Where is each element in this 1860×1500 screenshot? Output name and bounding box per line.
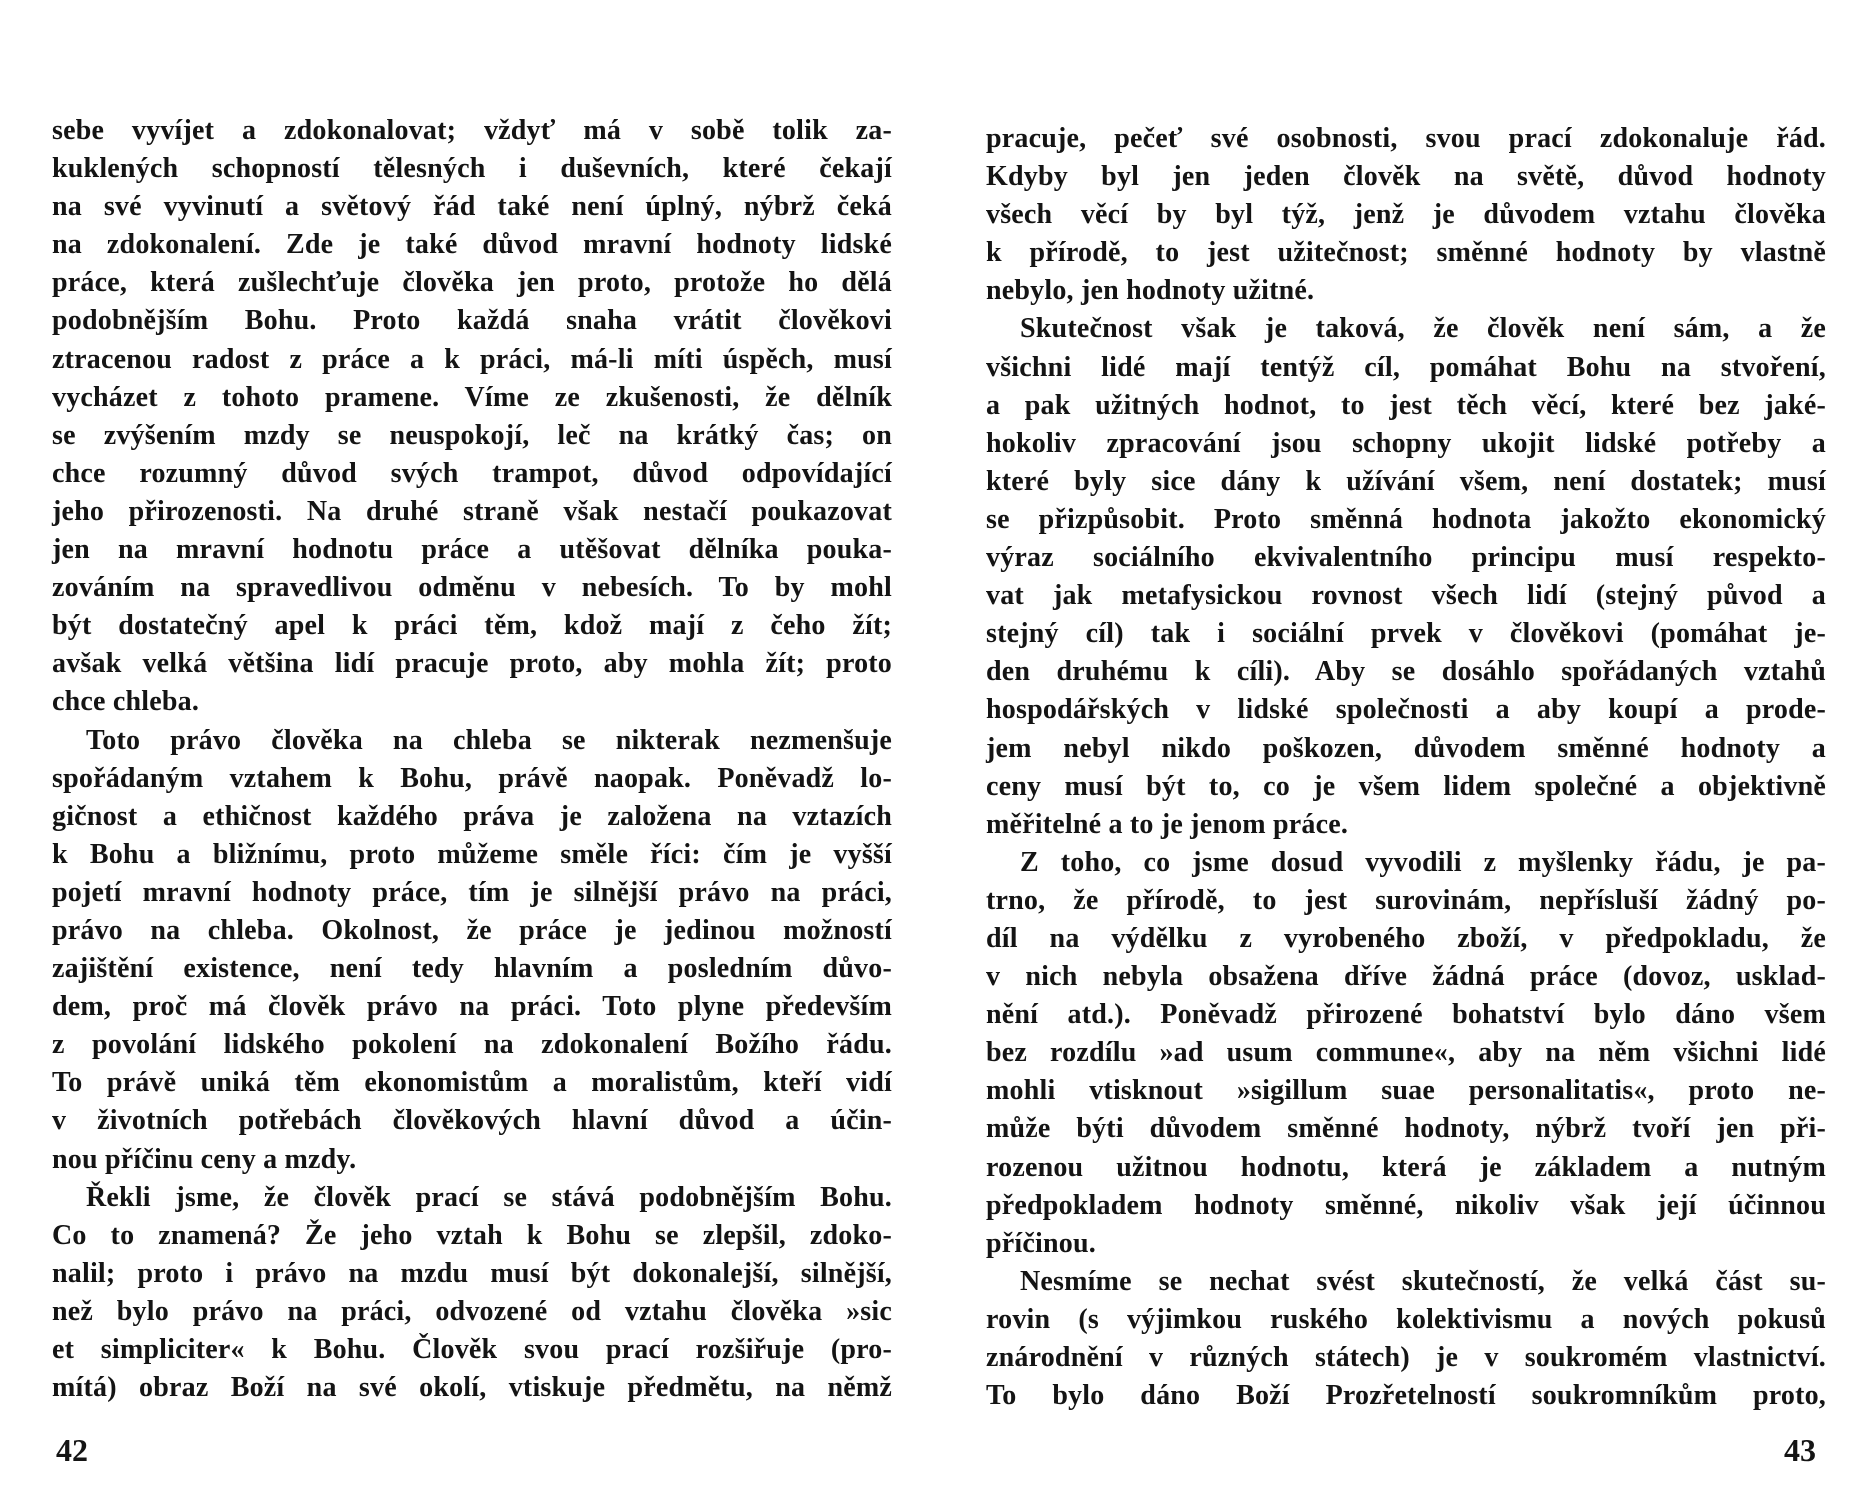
text-line: rozenou užitnou hodnotu, která je základem a nutným [986,1151,1826,1183]
text-line: na zdokonalení. Zde je také důvod mravní hodnoty lidské [52,229,892,261]
text-line: nění atd.). Poněvadž přirozené bohatství bylo dáno všem [986,999,1826,1031]
text-line: nebylo, jen hodnoty užitné. [986,275,1315,307]
text-line: dem, proč má člověk právo na práci. Toto plyne především [52,991,892,1023]
text-line: k přírodě, to jest užitečnost; směnné hodnoty by vlastně [986,237,1826,269]
text-line: na své vyvinutí a světový řád také není úplný, nýbrž čeká [52,191,892,223]
text-line: chce chleba. [52,686,200,718]
text-line: se přizpůsobit. Proto směnná hodnota jakožto ekonomický [986,503,1826,535]
text-line: v nich nebyla obsažena dříve žádná práce (dovoz, usklad- [986,961,1826,993]
paragraph-start-line: Řekli jsme, že člověk prací se stává podobnějším Bohu. [86,1181,892,1213]
text-line: ceny musí být to, co je všem lidem společné a objektivně [986,770,1826,802]
text-line: a pak užitných hodnot, to jest těch věcí, které bez jaké- [986,389,1826,421]
text-line: může býti důvodem směnné hodnoty, nýbrž tvoří jen při- [986,1113,1826,1145]
text-line: rovin (s výjimkou ruského kolektivismu a nových pokusů [986,1303,1826,1335]
text-line: avšak velká většina lidí pracuje proto, aby mohla žít; proto [52,648,892,680]
text-line: jen na mravní hodnotu práce a utěšovat dělníka pouka- [52,534,892,566]
text-line: kuklených schopností tělesných i duševních, které čekají [52,153,892,185]
text-line: hokoliv zpracování jsou schopny ukojit lidské potřeby a [986,427,1826,459]
right-page [930,0,1860,1500]
text-line: vat jak metafysickou rovnost všech lidí (stejný původ a [986,580,1826,612]
text-line: pojetí mravní hodnoty práce, tím je silnější právo na práci, [52,876,892,908]
text-line: vycházet z tohoto pramene. Víme ze zkušenosti, že dělník [52,381,892,413]
text-line: být dostatečný apel k práci těm, kdož mají z čeho žít; [52,610,892,642]
paragraph-start-line: Skutečnost však je taková, že člověk není sám, a že [1020,313,1826,345]
text-line: všichni lidé mají tentýž cíl, pomáhat Bohu na stvoření, [986,351,1826,383]
text-line: výraz sociálního ekvivalentního principu musí respekto- [986,542,1826,574]
text-line: pracuje, pečeť své osobnosti, svou prací zdokonaluje řád. [986,123,1826,154]
text-line: příčinou. [986,1227,1096,1259]
text-line: se zvýšením mzdy se neuspokojí, leč na krátký čas; on [52,419,892,451]
text-line: bez rozdílu »ad usum commune«, aby na něm všichni lidé [986,1037,1826,1069]
text-line: chce rozumný důvod svých trampot, důvod odpovídající [52,457,892,489]
text-line: nalil; proto i právo na mzdu musí být dokonalejší, silnější, [52,1257,892,1289]
text-line: mítá) obraz Boží na své okolí, vtiskuje předmětu, na němž [52,1372,892,1404]
text-line: zajištění existence, není tedy hlavním a posledním důvo- [52,953,892,985]
text-line: jeho přirozenosti. Na druhé straně však nestačí poukazovat [52,495,892,527]
text-line: hospodářských v lidské společnosti a aby koupí a prode- [986,694,1826,726]
left-page-text [52,112,892,1407]
text-line: sebe vyvíjet a zdokonalovat; vždyť má v sobě tolik za- [52,115,892,146]
text-line: které byly sice dány k užívání všem, není dostatek; musí [986,465,1826,497]
text-line: To bylo dáno Boží Prozřetelností soukromníkům proto, [986,1380,1826,1412]
text-line: podobnějším Bohu. Proto každá snaha vrátit člověkovi [52,305,892,337]
text-line: ztracenou radost z práce a k práci, má-li míti úspěch, musí [52,343,892,375]
text-line: než bylo právo na práci, odvozené od vztahu člověka »sic [52,1295,892,1327]
text-line: Kdyby byl jen jeden člověk na světě, důvod hodnoty [986,161,1826,193]
text-line: k Bohu a bližnímu, proto můžeme směle říci: čím je vyšší [52,838,892,870]
text-line: mohli vtisknout »sigillum suae personalitatis«, proto ne- [986,1075,1826,1107]
text-line: v životních potřebách člověkových hlavní důvod a účin- [52,1105,892,1137]
text-line: den druhému k cíli). Aby se dosáhlo spořádaných vztahů [986,656,1826,688]
text-line: všech věcí by byl týž, jenž je důvodem vztahu člověka [986,199,1826,231]
text-line: díl na výdělku z vyrobeného zboží, v předpokladu, že [986,922,1826,954]
text-line: To právě uniká těm ekonomistům a moralistům, kteří vidí [52,1067,892,1099]
text-line: práce, která zušlechťuje člověka jen proto, protože ho dělá [52,267,892,299]
right-page-text [986,120,1826,1415]
paragraph-start-line: Z toho, co jsme dosud vyvodili z myšlenky řádu, je pa- [1020,846,1826,878]
text-line: trno, že přírodě, to jest surovinám, nepřísluší žádný po- [986,884,1826,916]
paragraph-start-line: Toto právo člověka na chleba se nikterak nezmenšuje [86,724,892,756]
page-number: 42 [56,1432,88,1468]
text-line: jem nebyl nikdo poškozen, důvodem směnné hodnoty a [986,732,1826,764]
page-number: 43 [1784,1432,1816,1468]
text-line: znárodnění v různých státech) je v soukromém vlastnictví. [986,1342,1826,1373]
text-line: měřitelné a to je jenom práce. [986,808,1349,840]
text-line: spořádaným vztahem k Bohu, právě naopak. Poněvadž lo- [52,762,892,794]
text-line: Co to znamená? Že jeho vztah k Bohu se zlepšil, zdoko- [52,1219,892,1251]
paragraph-start-line: Nesmíme se nechat svést skutečností, že velká část su- [1020,1265,1826,1297]
text-line: zováním na spravedlivou odměnu v nebesích. To by mohl [52,572,892,604]
text-line: z povolání lidského pokolení na zdokonalení Božího řádu. [52,1029,892,1061]
text-line: právo na chleba. Okolnost, že práce je jedinou možností [52,914,892,946]
text-line: předpokladem hodnoty směnné, nikoliv však její účinnou [986,1189,1826,1221]
text-line: gičnost a ethičnost každého práva je založena na vztazích [52,800,892,832]
text-line: stejný cíl) tak i sociální prvek v člověkovi (pomáhat je- [986,618,1826,650]
text-line: et simpliciter« k Bohu. Člověk svou prací rozšiřuje (pro- [52,1334,892,1365]
text-line: nou příčinu ceny a mzdy. [52,1143,357,1175]
